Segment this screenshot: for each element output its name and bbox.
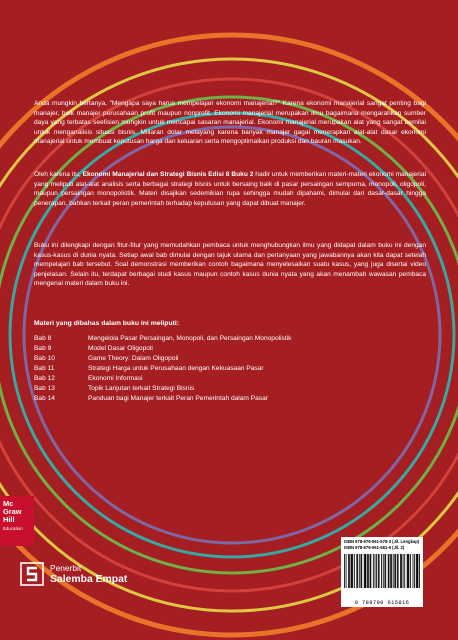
chapter-number: Bab 8 <box>34 335 52 342</box>
barcode-bar <box>397 554 398 588</box>
mcgraw-hill-logo <box>0 496 34 546</box>
book-intro-paragraph <box>34 170 426 208</box>
chapter-title: Model Dasar Oligopoli <box>88 345 153 352</box>
chapter-list <box>34 334 354 404</box>
barcode-bar <box>361 554 362 588</box>
barcode-bar <box>389 554 390 588</box>
barcode-bar <box>346 554 347 588</box>
chapter-number: Bab 9 <box>34 345 52 352</box>
barcode-bar <box>407 554 408 588</box>
barcode-bar <box>348 554 349 588</box>
barcode-bar <box>419 554 420 588</box>
isbn-volume: ISBN 978-979-061-581-6 (Jil. 2) <box>344 545 405 550</box>
barcode-bar <box>391 554 392 588</box>
logo-line-1: Mc <box>3 499 14 508</box>
publisher-logo-icon <box>20 562 44 586</box>
barcode-bar <box>373 554 374 588</box>
barcode-bar <box>370 554 371 588</box>
features-paragraph: Buku ini dilengkapi dengan fitur-fitur yang memudahkan pembaca untuk menghubungkan ilmu yang didapat dalam buku ini dengan kasus-kasus di dunia nyata. Setiap awal bab dimulai dengan tajuk utama dan pertanyaan yang jawabannya akan kita dapat setelah mempelajari bab tersebut. Soal demonstrasi memberikan contoh bagaimana menyelesaikan suatu kasus, yang juga disertai video penjelasan. Selain itu, terdapat berbagai studi kasus maupun contoh kasus dunia nyata yang akan menambah wawasan pembaca mengenai materi dalam buku ini. <box>34 242 426 288</box>
barcode-bar <box>417 554 418 588</box>
chapter-title: Mengelola Pasar Persaingan, Monopoli, dan Persaingan Monopolistik <box>88 335 292 342</box>
barcode-bar <box>414 554 415 588</box>
chapter-title: Game Theory: Dalam Oligopoli <box>88 355 179 362</box>
logo-line-4: Education <box>3 526 23 531</box>
barcode-bar <box>364 554 365 588</box>
barcode-bar <box>351 554 352 588</box>
barcode-bar <box>368 554 369 588</box>
chapter-item <box>34 364 354 374</box>
chapter-number: Bab 13 <box>34 385 55 392</box>
barcode-bar <box>375 554 376 588</box>
isbn-barcode-box <box>341 537 423 607</box>
chapter-item <box>34 394 354 404</box>
barcode-bar <box>381 554 382 588</box>
chapter-item <box>34 354 354 364</box>
barcode-bar <box>376 554 377 588</box>
barcode-bar <box>385 554 386 588</box>
barcode-bar <box>357 554 358 588</box>
chapter-number: Bab 10 <box>34 355 55 362</box>
barcode-bar <box>365 554 366 588</box>
barcode-bar <box>398 554 399 588</box>
barcode-bar <box>410 554 411 588</box>
barcode-bar <box>356 554 357 588</box>
barcode-bar <box>354 554 355 588</box>
logo-line-3: Hill <box>3 515 15 524</box>
chapter-number: Bab 12 <box>34 375 55 382</box>
barcode-bar <box>378 554 379 588</box>
book-title: Ekonomi Manajerial dan Strategi Bisnis Edisi 8 Buku 2 <box>82 171 254 178</box>
barcode-bar <box>394 554 395 588</box>
publisher-block <box>20 562 127 586</box>
barcode-bar <box>367 554 368 588</box>
barcode-bar <box>344 554 345 588</box>
book-intro-body: hadir untuk memberikan materi-materi ekonomi manajerial yang meliputi alat-alat analisis serta berbagai strategi bisnis untuk bersaing baik di pasar persaingan sempurna, monopoli, oligopoli, maupun persaingan monopolistik. Materi disajikan sedemikian rupa sehingga mudah dipahami, dimulai dari dasar-dasar hingga penerapan, bahkan terkait peran pemerintah terhadap keputusan yang dapat dibuat manajer. <box>34 171 426 207</box>
logo-line-2: Graw <box>3 507 22 516</box>
barcode-bar <box>384 554 385 588</box>
barcode-bar <box>349 554 350 588</box>
barcode-bar <box>408 554 409 588</box>
intro-paragraph: Anda mungkin bertanya, "Mengapa saya harus mempelajari ekonomi manajerial?" Karena ekonomi manajerial sangat penting bagi manajer, baik manajer perusahaan profit maupun nonprofit. Ekonomi manajerial merupakan ilmu bagaimana mengarahkan sumber daya yang terbatas seefisien mungkin untuk mencapai sasaran manajerial. Ekonomi manajerial merupakan alat yang sangat bernilai untuk menganalisis situasi bisnis. Miliaran dolar melayang karena banyak manajer gagal menerapkan alat-alat dasar ekonomi manajerial untuk membuat keputusan harga dan keluaran serta mengoptimalkan produksi dan bauran masukan. <box>34 100 426 146</box>
chapter-item <box>34 334 354 344</box>
barcode-bar <box>416 554 417 588</box>
chapter-item <box>34 344 354 354</box>
publisher-label: Penerbit <box>50 563 82 573</box>
chapter-title: Panduan bagi Manajer terkait Peran Pemerintah dalam Pasar <box>88 395 268 402</box>
chapter-item <box>34 384 354 394</box>
barcode-icon <box>344 554 420 596</box>
barcode-bar <box>351 554 352 588</box>
chapter-title: Topik Lanjutan terkait Strategi Bisnis <box>88 385 195 392</box>
chapter-title: Strategi Harga untuk Perusahaan dengan Kekuasaan Pasar <box>88 365 264 372</box>
barcode-bar <box>379 554 380 588</box>
barcode-bar <box>403 554 404 588</box>
barcode-bar <box>404 554 405 588</box>
barcode-bar <box>395 554 396 588</box>
barcode-bar <box>393 554 394 588</box>
book-intro-lead: Oleh karena itu, <box>34 171 83 178</box>
barcode-bar <box>388 554 389 588</box>
barcode-bar <box>400 554 401 588</box>
publisher-name: Salemba Empat <box>50 574 128 585</box>
barcode-bar <box>401 554 402 588</box>
chapter-number: Bab 14 <box>34 395 55 402</box>
barcode-bar <box>383 554 384 588</box>
barcode-bar <box>361 554 362 588</box>
chapter-number: Bab 11 <box>34 365 55 372</box>
barcode-bar <box>359 554 360 588</box>
barcode-bar <box>408 554 409 588</box>
barcode-bar <box>390 554 391 588</box>
topics-heading: Materi yang dibahas dalam buku ini meliputi: <box>34 320 180 327</box>
isbn-complete: ISBN 978-979-061-579-3 (Jil. Lengkap) <box>344 539 420 544</box>
chapter-item <box>34 374 354 384</box>
isbn-digits: 9 789790 615816 <box>354 600 410 606</box>
barcode-bar <box>370 554 371 588</box>
barcode-bar <box>413 554 414 588</box>
barcode-bar <box>365 554 366 588</box>
barcode-bar <box>352 554 353 588</box>
barcode-bar <box>418 554 419 588</box>
chapter-title: Ekonomi Informasi <box>88 375 143 382</box>
